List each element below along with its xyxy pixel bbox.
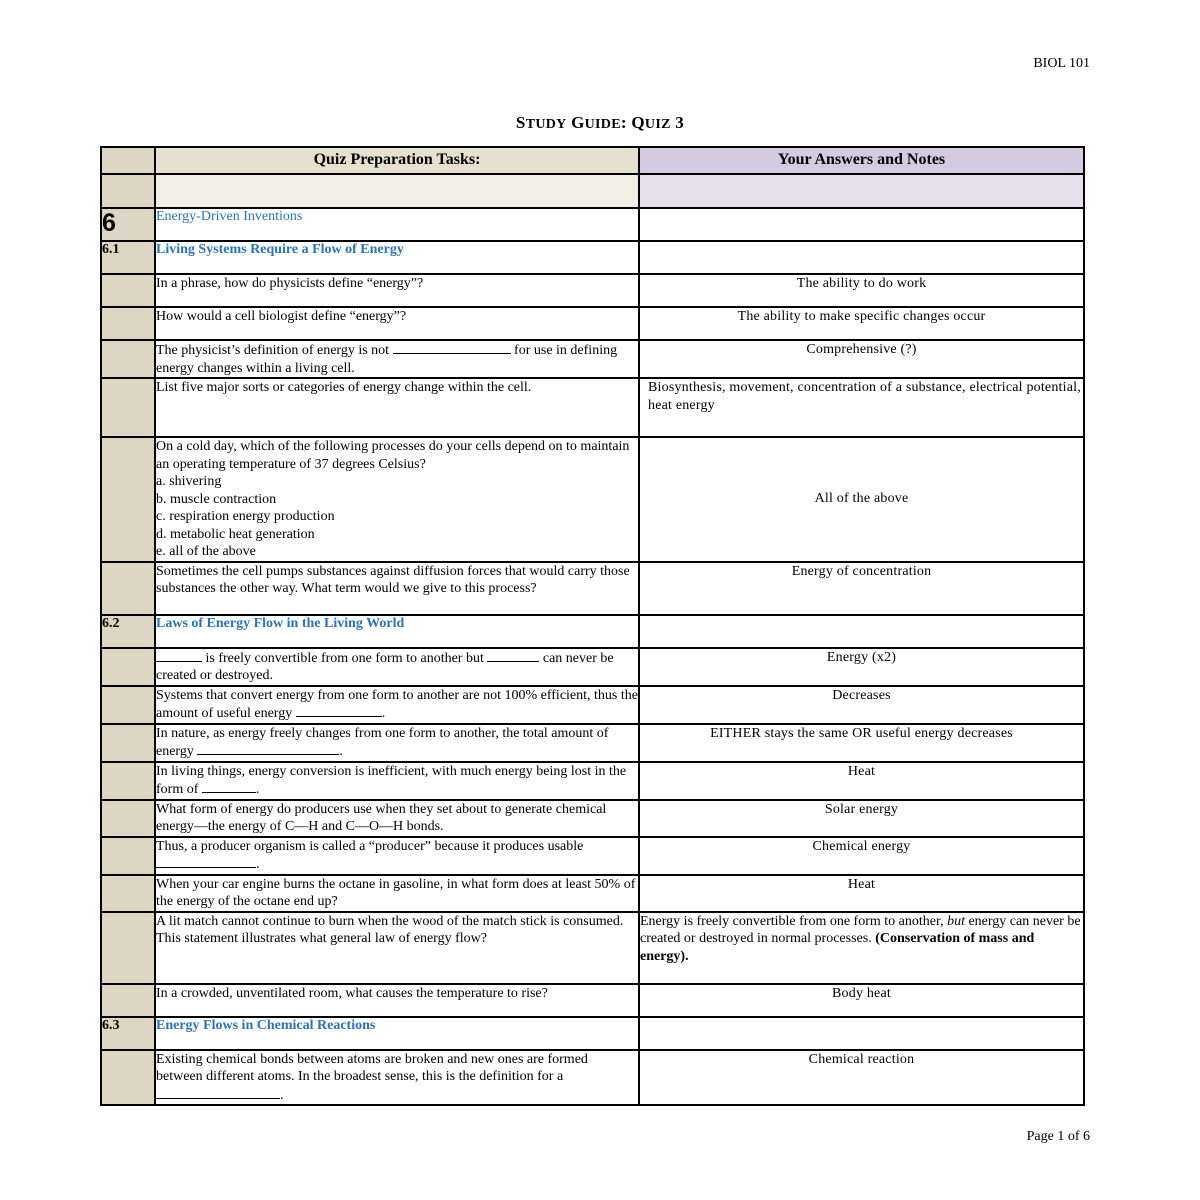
header-answers: Your Answers and Notes <box>639 147 1084 174</box>
answer-text: The ability to do work <box>639 274 1084 307</box>
answer-blank <box>197 742 339 755</box>
blank-row <box>101 174 1084 208</box>
table-row <box>101 800 1084 837</box>
answer-text: Chemical reaction <box>639 1050 1084 1106</box>
subsection-title: Energy Flows in Chemical Reactions <box>155 1017 639 1050</box>
question-text: How would a cell biologist define “energy”? <box>155 307 639 340</box>
question-text: What form of energy do producers use when they set about to generate chemical energy—the energy of C—H and C—O—H bonds. <box>155 800 639 837</box>
subsection-number: 6.3 <box>101 1017 155 1050</box>
answer-text: Comprehensive (?) <box>639 340 1084 378</box>
option-e: e. all of the above <box>156 544 256 559</box>
table-row <box>101 437 1084 562</box>
row-num-cell <box>101 437 155 562</box>
table-row <box>101 875 1084 912</box>
section-answer-cell <box>639 208 1084 241</box>
row-num-cell <box>101 724 155 762</box>
table-row <box>101 984 1084 1017</box>
subsection-answer-cell <box>639 1017 1084 1050</box>
option-a: a. shivering <box>156 474 222 489</box>
row-num-cell <box>101 686 155 724</box>
table-row <box>101 686 1084 724</box>
question-text: In a phrase, how do physicists define “energy”? <box>155 274 639 307</box>
row-num-cell <box>101 762 155 800</box>
answer-blank <box>487 649 539 662</box>
answer-text: All of the above <box>639 437 1084 562</box>
answer-blank <box>393 341 511 354</box>
answer-blank <box>296 704 382 717</box>
answer-text: Energy of concentration <box>639 562 1084 615</box>
question-text: In nature, as energy freely changes from one form to another, the total amount of energy . <box>155 724 639 762</box>
subsection-title: Living Systems Require a Flow of Energy <box>155 241 639 274</box>
subsection-number: 6.2 <box>101 615 155 648</box>
row-num-cell <box>101 984 155 1017</box>
section-title: Energy-Driven Inventions <box>155 208 639 241</box>
answer-blank <box>156 1086 280 1099</box>
table-row <box>101 562 1084 615</box>
row-num-cell <box>101 562 155 615</box>
table-row <box>101 837 1084 875</box>
question-text: In a crowded, unventilated room, what causes the temperature to rise? <box>155 984 639 1017</box>
table-header-row <box>101 147 1084 174</box>
table-row <box>101 762 1084 800</box>
row-num-cell <box>101 274 155 307</box>
row-num-cell <box>101 837 155 875</box>
row-num-cell <box>101 648 155 686</box>
document-title: STUDY GUIDE: QUIZ 3 <box>515 113 685 132</box>
section-number: 6 <box>101 208 155 241</box>
option-d: d. metabolic heat generation <box>156 526 315 542</box>
question-text: In living things, energy conversion is inefficient, with much energy being lost in the form of . <box>155 762 639 800</box>
subsection-answer-cell <box>639 241 1084 274</box>
question-text: A lit match cannot continue to burn when the wood of the match stick is consumed. This statement illustrates what general law of energy flow? <box>155 912 639 984</box>
subsection-row-6-3 <box>101 1017 1084 1050</box>
answer-text: Chemical energy <box>639 837 1084 875</box>
answer-text: Solar energy <box>639 800 1084 837</box>
answer-text: Body heat <box>639 984 1084 1017</box>
table-row <box>101 724 1084 762</box>
subsection-number: 6.1 <box>101 241 155 274</box>
row-num-cell <box>101 340 155 378</box>
course-code: BIOL 101 <box>1033 56 1090 71</box>
section-row-6 <box>101 208 1084 241</box>
subsection-title: Laws of Energy Flow in the Living World <box>155 615 639 648</box>
question-text: is freely convertible from one form to another but can never be created or destroyed. <box>155 648 639 686</box>
row-num-cell <box>101 875 155 912</box>
answer-text: Energy is freely convertible from one form to another, but energy can never be created or destroyed in normal processes. (Conservation of mass and energy). <box>639 912 1084 984</box>
row-num-cell <box>101 307 155 340</box>
table-row <box>101 648 1084 686</box>
blank-answer-cell <box>639 174 1084 208</box>
answer-text: Heat <box>639 762 1084 800</box>
question-text: When your car engine burns the octane in gasoline, in what form does at least 50% of the energy of the octane end up? <box>155 875 639 912</box>
answer-text: Biosynthesis, movement, concentration of a substance, electrical potential, heat energy <box>639 378 1084 437</box>
row-num-cell <box>101 1050 155 1106</box>
header-num-cell <box>101 147 155 174</box>
blank-num-cell <box>101 174 155 208</box>
answer-blank <box>156 649 202 662</box>
subsection-row-6-2 <box>101 615 1084 648</box>
answer-text: The ability to make specific changes occur <box>639 307 1084 340</box>
answer-blank <box>156 855 256 868</box>
study-guide-table <box>100 146 1085 1106</box>
page-number: Page 1 of 6 <box>1026 1129 1090 1144</box>
question-text: Systems that convert energy from one form to another are not 100% efficient, thus the amount of useful energy . <box>155 686 639 724</box>
table-row <box>101 1050 1084 1106</box>
answer-text: Energy (x2) <box>639 648 1084 686</box>
table-row <box>101 378 1084 437</box>
question-text: List five major sorts or categories of energy change within the cell. <box>155 378 639 437</box>
answer-text: Heat <box>639 875 1084 912</box>
row-num-cell <box>101 800 155 837</box>
question-text: The physicist’s definition of energy is not for use in defining energy changes within a living cell. <box>155 340 639 378</box>
row-num-cell <box>101 912 155 984</box>
header-tasks: Quiz Preparation Tasks: <box>155 147 639 174</box>
table-row <box>101 912 1084 984</box>
question-text: Existing chemical bonds between atoms are broken and new ones are formed between different atoms. In the broadest sense, this is the definition for a . <box>155 1050 639 1106</box>
subsection-row-6-1 <box>101 241 1084 274</box>
question-text: On a cold day, which of the following processes do your cells depend on to maintain an operating temperature of 37 degrees Celsius? a. shivering b. muscle contraction c. respiration energy production d. metabolic heat generation e. all of the above <box>155 437 639 562</box>
answer-text: EITHER stays the same OR useful energy decreases <box>639 724 1084 762</box>
answer-text: Decreases <box>639 686 1084 724</box>
subsection-answer-cell <box>639 615 1084 648</box>
table-row <box>101 340 1084 378</box>
row-num-cell <box>101 378 155 437</box>
option-c: c. respiration energy production <box>156 509 335 524</box>
blank-task-cell <box>155 174 639 208</box>
answer-blank <box>202 780 256 793</box>
question-text: Sometimes the cell pumps substances against diffusion forces that would carry those substances the other way. What term would we give to this process? <box>155 562 639 615</box>
question-text: Thus, a producer organism is called a “producer” because it produces usable . <box>155 837 639 875</box>
table-row <box>101 274 1084 307</box>
option-b: b. muscle contraction <box>156 491 277 507</box>
table-row <box>101 307 1084 340</box>
